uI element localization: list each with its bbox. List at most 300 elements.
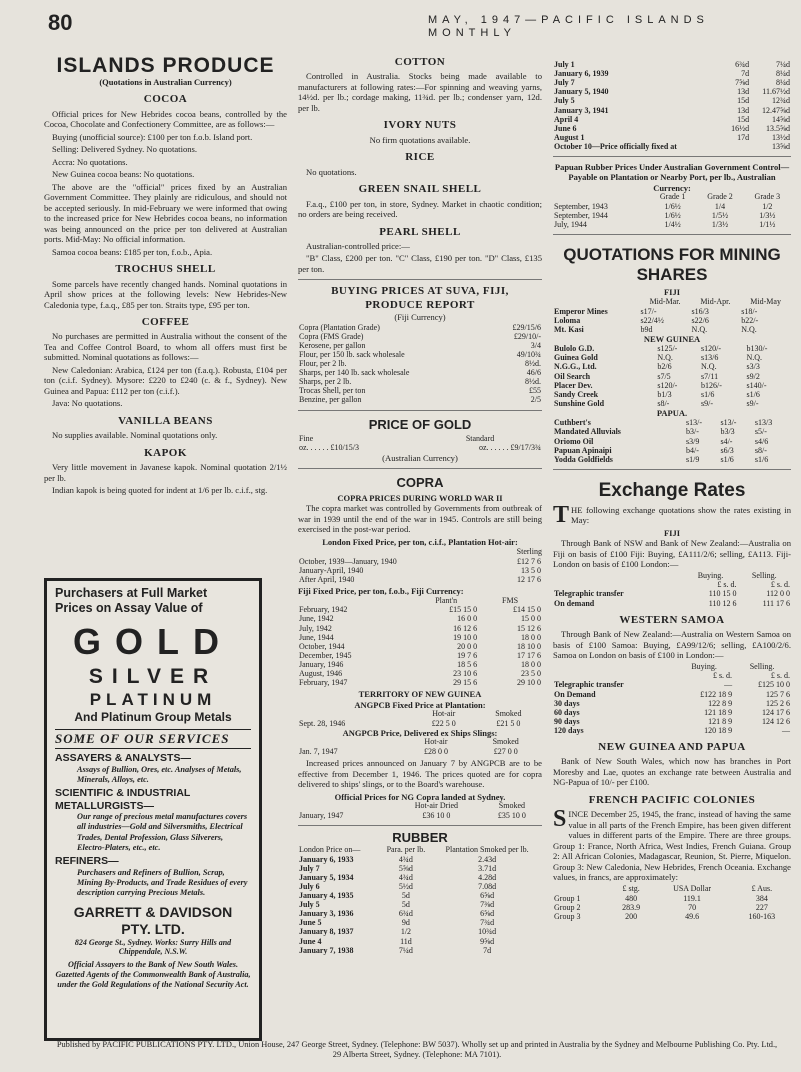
table-cell: Sandy Creek [554, 389, 599, 399]
table-row [298, 614, 542, 623]
table-row [553, 599, 791, 608]
table-cell: £15 15 0 [449, 605, 478, 615]
table-header-cell: London Price on— [299, 844, 361, 854]
table-header-cell: Buying. [697, 570, 724, 580]
table-row [553, 96, 791, 105]
table-row [553, 220, 791, 229]
table-cell: £29/10/- [513, 331, 541, 341]
table-row [553, 390, 791, 399]
table-cell: £ s. d. [712, 671, 733, 681]
table-cell: s7/11 [701, 371, 719, 381]
table-cell: 9d [401, 918, 410, 928]
london-table [298, 557, 542, 584]
table-cell: £ s. d. [770, 671, 790, 681]
table-cell: £35 10 0 [497, 810, 526, 820]
table-cell: s13/3 [754, 418, 773, 428]
table-cell: 1/6½ [664, 201, 681, 211]
table-cell: 6¾d [398, 909, 413, 919]
table-row [298, 359, 542, 368]
table-cell: 8¼d [776, 78, 790, 88]
mining-papua-heading: PAPUA. [656, 408, 688, 418]
table-cell: s4/- [720, 436, 733, 446]
coffee-para: No purchases are permitted in Australia without the consent of the Tea and Coffee Control Board, to whom all offers must first be submitted. Nominal quotations as follows:— [44, 331, 287, 363]
ad-platinum: PLATINUM [89, 689, 217, 709]
table-cell: N.Q. [657, 353, 673, 363]
table-row [298, 377, 542, 386]
table-row [553, 325, 791, 334]
table-row [553, 671, 791, 680]
table-cell: 9⅝d [480, 936, 495, 946]
ad-firm-suffix: PTY. LTD. [121, 920, 185, 937]
mining-ng-heading: NEW GUINEA [643, 333, 701, 344]
angpcb-heading: ANGPCB Fixed Price at Plantation: [354, 699, 486, 710]
gold-value: oz. . . . . . £10/15/3 [299, 443, 359, 453]
table-cell: b130/- [746, 344, 768, 354]
table-cell: s140/- [746, 380, 767, 390]
fiji-fixed-heading: Fiji Fixed Price, per ton, f.o.b., Fiji Currency: [298, 586, 464, 597]
running-header [14, 8, 785, 40]
table-row [298, 660, 542, 669]
ad-service-head: SCIENTIFIC & INDUSTRIAL METALLURGISTS— [55, 786, 191, 812]
table-cell: 4¾d [398, 872, 413, 882]
ngp-para: Bank of New South Wales, which now has branches in Port Moresby and Lae, quotes an exchange rate between Australia and NG-Papua of 10/- per £100. [553, 756, 791, 788]
table-cell: July 5 [554, 96, 575, 106]
table-cell: Kerosene, per gallon [299, 340, 366, 350]
table-header-cell [298, 802, 391, 811]
table-row [298, 323, 542, 332]
table-cell: 17 17 6 [517, 650, 541, 660]
table-cell: s8/- [657, 398, 670, 408]
pearl-heading: PEARL SHELL [379, 225, 461, 238]
table-cell: 7¼d [398, 945, 413, 955]
table-header-cell: Mid-Mar. [649, 296, 681, 306]
table-cell: 7d [483, 945, 492, 955]
suva-price-table [298, 323, 542, 405]
table-cell: October 10—Price officially fixed at [554, 141, 677, 151]
table-row [298, 937, 542, 946]
ad-service-head: ASSAYERS & ANALYSTS— [55, 751, 191, 764]
table-cell: 119.1 [683, 893, 701, 903]
ivory-para: No firm quotations available. [369, 134, 471, 145]
table-row [298, 811, 542, 820]
table-cell: August 1 [554, 132, 585, 142]
table-cell: 15 0 0 [521, 614, 541, 624]
table-cell: July 7 [554, 78, 575, 88]
table-cell: s120/- [701, 344, 722, 354]
table-row [553, 726, 791, 735]
table-header-cell: USA Dollar [673, 883, 712, 893]
table-row [298, 864, 542, 873]
table-cell: Flour, per 150 lb. sack wholesale [299, 349, 405, 359]
table-header-row [553, 572, 791, 581]
table-cell: 13d [737, 105, 750, 115]
rice-para: No quotations. [306, 166, 357, 177]
table-cell: 12¾d [772, 96, 790, 106]
page-number: 80 [48, 10, 73, 35]
table-cell: 1/2 [400, 927, 412, 937]
rubber-title-row [298, 831, 542, 846]
exchange-intro [553, 501, 791, 528]
table-cell: 7¼d [776, 60, 790, 69]
table-header-cell: Hot-air [424, 737, 448, 747]
table-cell: 200 [625, 911, 638, 921]
table-row [553, 316, 791, 325]
table-cell: Jan. 7, 1947 [299, 747, 338, 757]
ad-gold: GOLD [73, 621, 233, 662]
table-cell: Papuan Apinaipi [554, 445, 612, 455]
table-cell: 283.9 [622, 902, 641, 912]
samoa-heading: WESTERN SAMOA [619, 613, 725, 626]
table-cell: 15d [737, 114, 750, 124]
divider [298, 468, 542, 469]
ad-service-desc: Our range of precious metal manufactures covers all industries—Gold and Silversmiths, Electrical Trades, Dental Profession, Glass Silverers, Electro-Platers, etc., etc. [77, 812, 248, 852]
table-header-cell: FMS [502, 595, 519, 605]
table-row [298, 669, 542, 678]
table-row [298, 557, 542, 566]
table-cell: Telegraphic transfer [554, 589, 624, 599]
table-row [553, 690, 791, 699]
table-cell: 227 [755, 902, 768, 912]
table-cell: 1/6½ [664, 211, 681, 221]
table-cell: January 5, 1934 [299, 872, 354, 882]
table-cell: June 4 [299, 936, 322, 946]
table-cell: Copra (FMS Grade) [299, 331, 364, 341]
table-header-cell: Selling. [751, 570, 777, 580]
table-row [553, 344, 791, 353]
copra-para: The copra market was controlled by Governments from outbreak of war in 1939 until the end of the war in 1945. Controls are still being exercised in the post-war period. [298, 503, 542, 535]
column-2 [298, 54, 542, 1054]
table-cell: 4.28d [478, 872, 497, 882]
table-cell: 18 10 0 [517, 641, 541, 651]
table-row [298, 341, 542, 350]
table-cell: 49.6 [685, 911, 700, 921]
rubber-continued-table [553, 60, 791, 151]
table-row [298, 642, 542, 651]
table-header-cell: Para. per lb. [386, 844, 426, 854]
table-cell: 8½d. [525, 377, 541, 387]
pearl-para: Australian-controlled price:— [306, 240, 410, 251]
angpcb-heading-2: ANGPCB Price, Delivered ex Ships Slings: [342, 727, 498, 738]
table-cell: s3/3 [746, 362, 760, 372]
table-header-cell: Hot-air Dried [414, 801, 459, 811]
table-cell: 6⅝d [480, 890, 495, 900]
table-cell: 1/3½ [759, 211, 776, 221]
table-header-row [553, 298, 791, 307]
table-header-cell: Grade 2 [707, 192, 733, 202]
table-row [298, 747, 542, 756]
fiji-fixed-table [298, 597, 542, 688]
divider [553, 469, 791, 470]
ad-firm-name: GARRETT & DAVIDSON [73, 903, 233, 920]
table-cell: July 6 [299, 881, 320, 891]
table-header-cell [553, 298, 639, 307]
coffee-heading: COFFEE [141, 316, 190, 329]
table-cell: s125/- [657, 344, 678, 354]
table-cell: Mandated Alluvials [554, 427, 621, 437]
table-cell: b1/3 [657, 389, 672, 399]
table-cell: July, 1944 [554, 220, 587, 230]
kapok-para: Indian kapok is being quoted for indent at 1/6 per lb. c.i.f., stg. [52, 485, 268, 496]
table-cell: s3/9 [685, 436, 700, 446]
table-cell: 6⅝d [480, 909, 495, 919]
table-row [298, 332, 542, 341]
table-header-cell [553, 885, 611, 894]
table-cell: £29/15/6 [512, 322, 541, 332]
table-header-cell [553, 572, 683, 581]
table-cell: 70 [688, 902, 697, 912]
table-cell: 1/3½ [711, 220, 729, 230]
table-cell: £12 7 6 [517, 556, 541, 566]
pearl-para: "B" Class, £200 per ton. "C" Class, £190 per ton. "D" Class, £135 per ton. [298, 253, 542, 274]
ngp-heading: NEW GUINEA AND PAPUA [598, 741, 746, 754]
table-cell: Guinea Gold [554, 353, 598, 363]
table-cell: s9/2 [746, 371, 760, 381]
table-row [298, 624, 542, 633]
table-cell: 23 10 6 [453, 669, 478, 679]
table-cell: 30 days [554, 698, 580, 708]
fiji-london-table [553, 572, 791, 608]
table-cell: 121 18 9 [704, 707, 733, 717]
table-cell: 110 12 6 [708, 598, 737, 608]
table-cell: 112 0 0 [766, 589, 790, 599]
table-cell: Cuthbert's [554, 418, 591, 428]
table-header-cell: Mid-May [750, 296, 781, 306]
table-cell: s13/- [720, 418, 737, 428]
table-row [553, 446, 791, 455]
ad-official: Official Assayers to the Bank of New South Wales. Gazetted Agents of the Commonwealth Bank of Australia, under the Gold Regulations of the National Security Act. [55, 960, 251, 989]
sterling-text: Sterling [516, 547, 542, 557]
table-cell: Group 2 [554, 902, 581, 912]
rubber-table [298, 831, 542, 955]
table-cell: June 5 [299, 918, 322, 928]
table-row [298, 909, 542, 918]
table-cell: 160-163 [748, 911, 776, 921]
table-cell: 121 8 9 [708, 716, 733, 726]
table-cell: Trocas Shell, per ton [299, 386, 366, 396]
table-cell: Placer Dev. [554, 380, 593, 390]
vanilla-heading: VANILLA BEANS [118, 414, 213, 427]
table-cell: 13½d [772, 132, 790, 142]
table-cell: January 3, 1941 [554, 105, 609, 115]
table-cell: 49/10¾ [516, 349, 541, 359]
papuan-rubber-table [553, 193, 791, 229]
table-cell: b3/- [685, 427, 699, 437]
table-header-row [298, 846, 542, 855]
table-cell: Yodda Goldfields [554, 454, 613, 464]
table-cell: 46/6 [526, 368, 541, 378]
table-cell: s4/6 [754, 436, 769, 446]
table-cell: 8½d. [525, 358, 541, 368]
table-row [298, 882, 542, 891]
table-cell: 4¾d [398, 854, 413, 864]
table-cell: — [724, 680, 733, 690]
table-cell: 20 0 0 [457, 641, 478, 651]
table-row [553, 589, 791, 598]
table-cell: b4/- [685, 445, 699, 455]
table-cell: Group 1 [554, 893, 581, 903]
table-header-row [298, 710, 542, 719]
table-header-row [298, 597, 542, 606]
suva-heading-2: PRODUCE REPORT [365, 298, 475, 311]
drop-cap: T [553, 501, 570, 528]
gold-col: Standard [465, 434, 495, 444]
trochus-heading: TROCHUS SHELL [115, 263, 216, 276]
table-row [553, 418, 791, 427]
table-row [553, 455, 791, 464]
table-header-row [298, 802, 542, 811]
gold-col: Fine [299, 434, 314, 444]
table-row [298, 946, 542, 955]
table-cell: Sept. 28, 1946 [299, 718, 346, 728]
table-row [553, 372, 791, 381]
table-cell: January 6, 1933 [299, 854, 354, 864]
table-cell: £55 [529, 386, 541, 396]
table-header-cell: £ Aus. [751, 883, 773, 893]
fpc-heading: FRENCH PACIFIC COLONIES [588, 793, 756, 806]
table-cell: s22/6 [691, 315, 709, 325]
ad-services-heading: SOME OF OUR SERVICES [55, 729, 251, 749]
table-cell: 122 8 9 [708, 698, 733, 708]
table-cell: October, 1944 [299, 641, 345, 651]
table-cell: 19 10 0 [453, 632, 478, 642]
table-cell: 480 [625, 893, 638, 903]
cocoa-heading: COCOA [143, 93, 188, 106]
cocoa-para: Official prices for New Hebrides cocoa beans, controlled by the Cocoa, Chocolate and Confectionery Committee, are as follows:— [44, 108, 287, 130]
table-row [298, 633, 542, 642]
table-row [298, 678, 542, 687]
table-cell: b22/- [741, 315, 759, 325]
table-cell: June, 1944 [299, 632, 334, 642]
table-cell: £21 5 0 [496, 718, 521, 728]
cocoa-para: Selling: Delivered Sydney. No quotations. [52, 144, 198, 155]
table-cell: January, 1946 [299, 660, 344, 669]
table-row [553, 78, 791, 87]
table-row [553, 708, 791, 717]
exchange-fiji-para: Through Bank of NSW and Bank of New Zealand:—Australia on Fiji on basis of £100 Fiji: Buying, £A111/2/6; selling, £A113. Fiji-London on basis of £100 London:— [553, 538, 791, 570]
table-header-cell [298, 738, 403, 747]
table-cell: January 3, 1936 [299, 909, 354, 919]
table-cell: On demand [554, 598, 595, 608]
table-cell [723, 142, 750, 151]
kapok-heading: KAPOK [144, 446, 187, 459]
table-cell: £125 10 0 [758, 680, 790, 690]
table-cell: 125 2 6 [766, 698, 790, 708]
ng-copra-table [298, 802, 542, 820]
table-cell: N.G.G., Ltd. [554, 362, 597, 372]
table-cell: 111 17 6 [762, 598, 790, 608]
gold-heading: PRICE OF GOLD [368, 416, 472, 432]
coffee-para: Java: No quotations. [52, 398, 123, 409]
ng-heading: Official Prices for NG Copra landed at Sydney. [334, 791, 506, 802]
table-header-cell [298, 710, 413, 719]
table-cell: Emperor Mines [554, 306, 608, 316]
table-row [298, 386, 542, 395]
table-cell: July 7 [299, 863, 320, 873]
table-cell: 12 17 6 [517, 575, 541, 585]
table-cell: s1/9 [685, 454, 700, 464]
samoa-table [553, 663, 791, 736]
table-cell: September, 1944 [554, 211, 608, 221]
table-row [298, 395, 542, 404]
table-row [553, 60, 791, 69]
table-row [298, 918, 542, 927]
table-header-cell: Smoked [498, 801, 526, 811]
table-cell: b3/3 [720, 427, 735, 437]
cocoa-para: Buying (unofficial source): £100 per ton f.o.b. Island port. [52, 131, 253, 142]
table-cell: £ s. d. [770, 580, 790, 590]
table-cell: Loloma [554, 315, 581, 325]
table-header-row [553, 193, 791, 202]
table-cell: s6/3 [720, 445, 734, 455]
cotton-heading: COTTON [394, 56, 446, 68]
table-row [298, 927, 542, 936]
page-title: ISLANDS PRODUCE [56, 54, 275, 77]
table-cell: 13d [737, 87, 750, 97]
table-row [553, 133, 791, 142]
table-header-cell: Grade 3 [754, 192, 781, 202]
divider [298, 279, 542, 280]
cotton-para: Controlled in Australia. Stocks being made available to manufacturers at following rates:—For spinning and weaving yarns, 14½d. per lb.; cordage making, 11¾d. per lb.; condenser yarn, 12d. per lb. [298, 71, 542, 113]
snail-para: F.a.q., £100 per ton, in store, Sydney. Market in chaotic condition; no orders are being received. [298, 198, 542, 220]
table-cell: 7⅝d [735, 78, 750, 88]
table-cell: N.Q. [691, 324, 708, 334]
table-cell: 5d [401, 890, 410, 900]
rubber-heading [298, 846, 380, 855]
table-row [553, 69, 791, 78]
table-cell: 7d [741, 69, 750, 79]
table-cell: 8¼d [776, 69, 790, 79]
table-row [553, 381, 791, 390]
table-cell: 6¾d [735, 60, 750, 69]
table-cell: 5⅝d [398, 863, 413, 873]
table-cell: N.Q. [746, 353, 763, 363]
copra-para: Increased prices announced on January 7 by ANGPCB are to be effective from December 1, 1946. The prices quoted are for copra delivered to ships' slings, or to the Board's warehouse. [298, 758, 542, 790]
exchange-intro-text: HE following exchange quotations show the rates existing in May: [571, 504, 791, 526]
table-cell: s9/- [701, 398, 714, 408]
table-row [298, 566, 542, 575]
table-row [553, 437, 791, 446]
copra-subheading: COPRA PRICES DURING WORLD WAR II [337, 492, 503, 503]
table-cell: 2.43d [478, 854, 497, 864]
running-title: MAY, 1947—PACIFIC ISLANDS MONTHLY [428, 14, 709, 40]
table-cell: 18 0 0 [521, 660, 541, 669]
table-cell: April 4 [554, 114, 579, 124]
table-row [553, 124, 791, 133]
table-cell [553, 580, 683, 589]
table-cell: 1/1½ [759, 220, 776, 230]
table-cell: £ s. d. [717, 580, 737, 590]
ad-platinum-group: And Platinum Group Metals [74, 710, 232, 725]
samoa-para: Through Bank of New Zealand:—Australia on Western Samoa on basis of £100 Samoa: Buying, £A99/12/6; selling, £A100/2/6. Samoa on London on basis of £100 in London:— [553, 629, 791, 661]
table-cell: b2/6 [657, 362, 672, 372]
table-cell: £122 18 9 [700, 689, 733, 699]
trochus-para: Some parcels have recently changed hands. Nominal quotations in April show prices at the following levels: New Hebrides-New Caledonia type, f.a.q., £85 per ton. Straits type, £95 per ton. [44, 278, 287, 310]
table-header-cell [553, 193, 649, 202]
table-cell: — [782, 725, 790, 735]
gold-subtitle: (Australian Currency) [382, 452, 458, 463]
table-row [553, 903, 791, 912]
table-cell: £28 0 0 [423, 747, 448, 757]
table-cell: June, 1942 [299, 614, 334, 624]
table-cell: 1/2 [762, 201, 773, 211]
table-cell: s22/4½ [640, 315, 664, 325]
table-cell: s5/- [754, 427, 767, 437]
table-cell: s1/6 [720, 454, 734, 464]
copra-heading: COPRA [396, 475, 444, 491]
table-row [553, 894, 791, 903]
table-cell: 124 12 6 [762, 716, 790, 726]
table-row [298, 900, 542, 909]
